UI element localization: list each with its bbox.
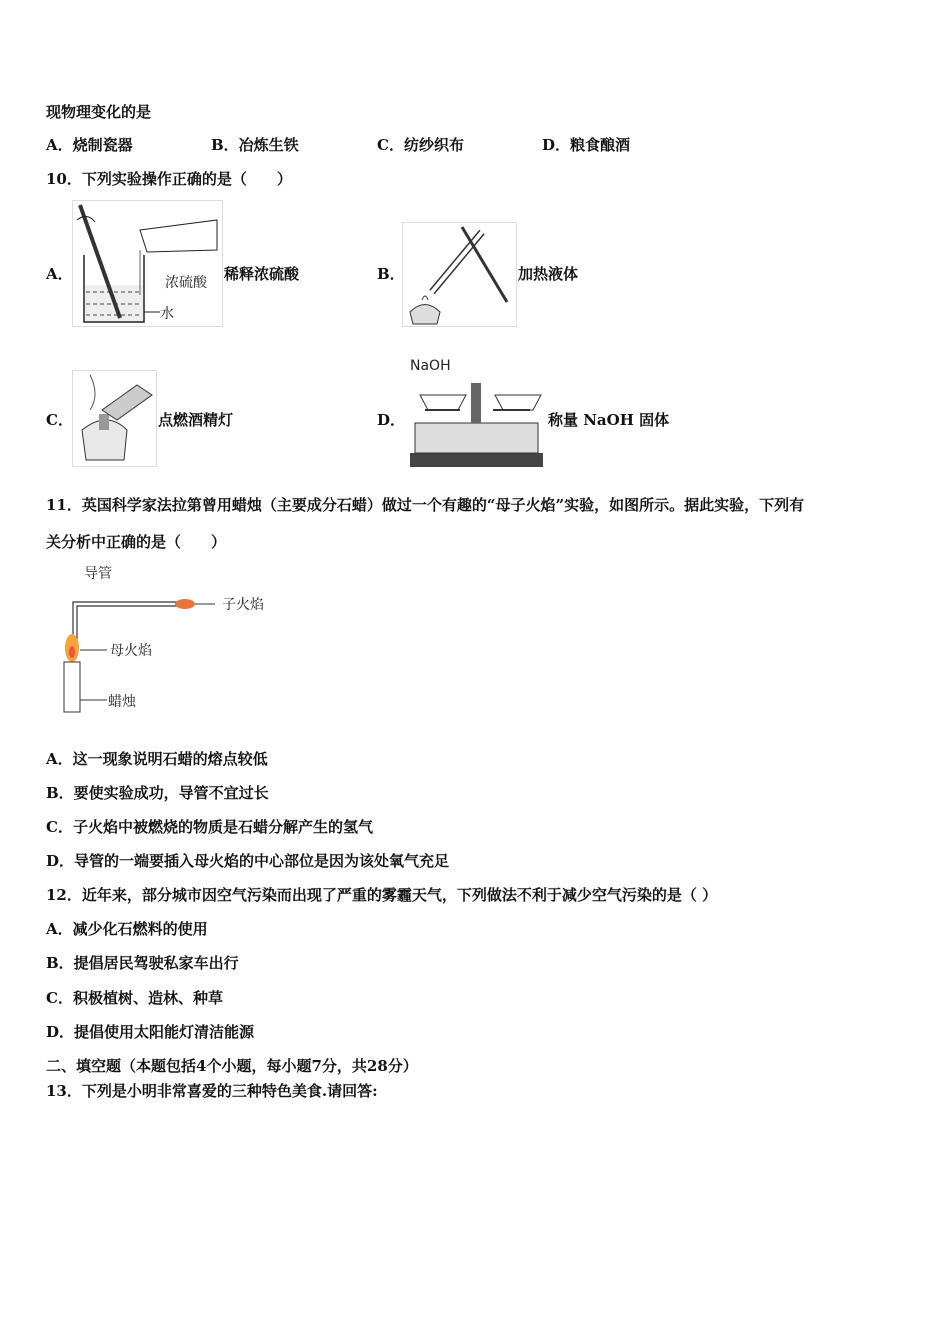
q9-option-d: D．粮食酿酒 xyxy=(542,136,631,154)
q10-b-letter: B． xyxy=(377,265,405,283)
label-candle: 蜡烛 xyxy=(108,694,136,710)
q11-option-c: C．子火焰中被燃烧的物质是石蜡分解产生的氢气 xyxy=(46,818,373,836)
q11-stem-line1: 11．英国科学家法拉第曾用蜡烛（主要成分石蜡）做过一个有趣的“母子火焰”实验，如图所示。据此实验，下列有 xyxy=(46,496,805,514)
q10-c-caption: 点燃酒精灯 xyxy=(158,411,234,429)
q10-d-letter: D． xyxy=(377,411,406,429)
label-mother-flame: 母火焰 xyxy=(110,643,152,659)
q11-option-a: A．这一现象说明石蜡的熔点较低 xyxy=(46,750,268,768)
q12-option-d: D．提倡使用太阳能灯清洁能源 xyxy=(46,1023,255,1041)
q12-option-a: A．减少化石燃料的使用 xyxy=(46,920,208,938)
q11-option-d: D．导管的一端要插入母火焰的中心部位是因为该处氧气充足 xyxy=(46,852,450,870)
q12-option-b: B．提倡居民驾驶私家车出行 xyxy=(46,954,239,972)
q11-option-b: B．要使实验成功，导管不宜过长 xyxy=(46,784,269,802)
label-child-flame: 子火焰 xyxy=(222,597,264,613)
q10-a-caption: 稀释浓硫酸 xyxy=(224,265,300,283)
label-water: 水 xyxy=(160,306,174,322)
section2-title: 二、填空题（本题包括4个小题，每小题7分，共28分） xyxy=(46,1057,418,1075)
q12-option-c: C．积极植树、造林、种草 xyxy=(46,989,223,1007)
q9-option-c: C．纺纱织布 xyxy=(377,136,464,154)
q12-stem: 12．近年来，部分城市因空气污染而出现了严重的雾霾天气，下列做法不利于减少空气污染的是（ ） xyxy=(46,886,718,904)
q11-stem-line2: 关分析中正确的是（ ） xyxy=(46,533,227,551)
label-conc-acid: 浓硫酸 xyxy=(165,275,207,291)
dilute-acid-figure xyxy=(72,200,224,328)
q9-option-b: B．冶炼生铁 xyxy=(211,136,299,154)
heat-liquid-figure xyxy=(402,222,518,328)
q9-stem-tail: 现物理变化的是 xyxy=(46,103,152,121)
q10-c-letter: C． xyxy=(46,411,73,429)
q10-b-caption: 加热液体 xyxy=(518,265,579,283)
label-tube: 导管 xyxy=(84,566,112,582)
light-lamp-figure xyxy=(72,370,158,468)
q13-stem: 13．下列是小明非常喜爱的三种特色美食.请回答: xyxy=(46,1082,378,1100)
q10-d-caption: 称量 NaOH 固体 xyxy=(548,411,670,429)
q9-option-a: A．烧制瓷器 xyxy=(46,136,133,154)
balance-figure xyxy=(405,375,548,469)
label-naoh: NaOH xyxy=(410,358,451,374)
q10-stem: 10．下列实验操作正确的是（ ） xyxy=(46,170,292,188)
q10-a-letter: A． xyxy=(46,265,73,283)
